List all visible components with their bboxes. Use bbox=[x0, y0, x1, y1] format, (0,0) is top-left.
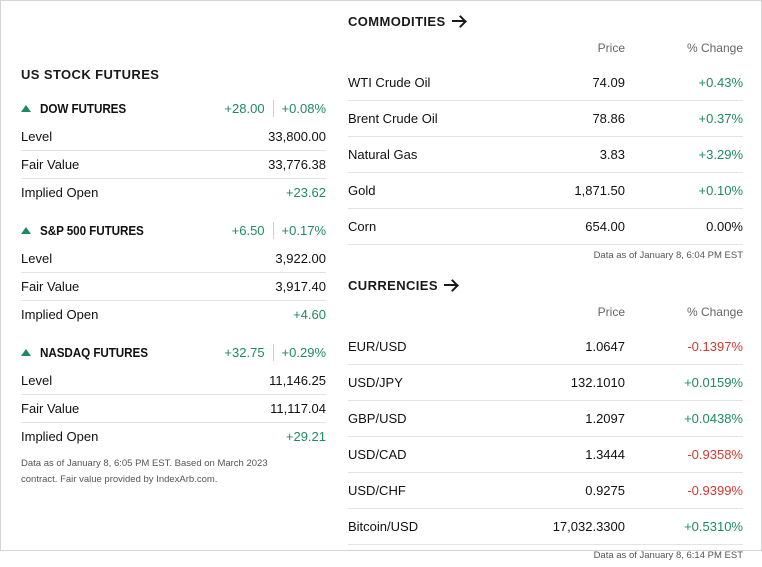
row-label: Fair Value bbox=[21, 279, 80, 294]
footnote-line: contract. Fair value provided by IndexArb.com. bbox=[21, 474, 218, 485]
futures-change-points: +6.50 bbox=[231, 222, 265, 238]
currency-price: 132.1010 bbox=[570, 375, 625, 390]
currencies-timestamp: Data as of January 8, 6:14 PM EST bbox=[593, 550, 743, 561]
implied-open-value: +29.21 bbox=[285, 429, 326, 444]
row-label: Implied Open bbox=[21, 429, 99, 444]
futures-change-percent: +0.08% bbox=[281, 100, 326, 116]
column-header-change: % Change bbox=[686, 305, 743, 319]
currency-price: 1.0647 bbox=[585, 339, 625, 354]
table-row[interactable] bbox=[348, 329, 743, 365]
level-value: 11,146.25 bbox=[269, 373, 326, 388]
currency-change: +0.5310% bbox=[684, 519, 743, 534]
futures-header-nasdaq[interactable] bbox=[21, 342, 326, 362]
table-row[interactable] bbox=[348, 365, 743, 401]
divider bbox=[273, 344, 274, 361]
currency-price: 0.9275 bbox=[585, 483, 625, 498]
commodity-change: +0.43% bbox=[698, 75, 743, 90]
commodity-name: Natural Gas bbox=[348, 147, 418, 162]
table-row[interactable] bbox=[348, 509, 743, 545]
row-label: Fair Value bbox=[21, 157, 80, 172]
row-label: Implied Open bbox=[21, 185, 99, 200]
table-row[interactable] bbox=[348, 437, 743, 473]
fair-value: 33,776.38 bbox=[268, 157, 326, 172]
commodities-timestamp: Data as of January 8, 6:04 PM EST bbox=[593, 250, 743, 261]
futures-name: NASDAQ FUTURES bbox=[40, 344, 148, 360]
futures-name: S&P 500 FUTURES bbox=[40, 222, 144, 238]
currency-price: 17,032.3300 bbox=[552, 519, 625, 534]
futures-header-sp500[interactable] bbox=[21, 220, 326, 240]
currencies-title: CURRENCIES bbox=[348, 277, 438, 293]
currency-pair: USD/CAD bbox=[348, 447, 407, 462]
commodity-change: 0.00% bbox=[706, 219, 743, 234]
row-label: Fair Value bbox=[21, 401, 80, 416]
futures-change-points: +28.00 bbox=[224, 100, 265, 116]
commodity-change: +0.37% bbox=[698, 111, 743, 126]
up-arrow-icon bbox=[21, 227, 31, 234]
currency-price: 1.2097 bbox=[585, 411, 625, 426]
divider bbox=[273, 100, 274, 117]
column-header-price: Price bbox=[597, 41, 625, 55]
table-row bbox=[21, 423, 326, 450]
table-row bbox=[21, 123, 326, 151]
arrow-right-icon bbox=[452, 16, 466, 26]
futures-change-points: +32.75 bbox=[224, 344, 265, 360]
commodity-name: Corn bbox=[348, 219, 377, 234]
futures-title: US STOCK FUTURES bbox=[21, 67, 160, 82]
currency-change: -0.9399% bbox=[687, 483, 743, 498]
table-row[interactable] bbox=[348, 101, 743, 137]
commodity-price: 1,871.50 bbox=[574, 183, 625, 198]
fair-value: 3,917.40 bbox=[275, 279, 326, 294]
currency-pair: EUR/USD bbox=[348, 339, 407, 354]
commodity-change: +0.10% bbox=[698, 183, 743, 198]
futures-change bbox=[224, 100, 326, 117]
futures-change bbox=[224, 344, 326, 361]
commodity-change: +3.29% bbox=[698, 147, 743, 162]
row-label: Level bbox=[21, 251, 53, 266]
currency-pair: USD/CHF bbox=[348, 483, 406, 498]
table-row bbox=[21, 179, 326, 206]
commodity-price: 74.09 bbox=[592, 75, 625, 90]
up-arrow-icon bbox=[21, 105, 31, 112]
currencies-table bbox=[348, 329, 743, 545]
currency-change: +0.0159% bbox=[684, 375, 743, 390]
commodity-price: 654.00 bbox=[585, 219, 625, 234]
fair-value: 11,117.04 bbox=[270, 401, 326, 416]
table-row bbox=[21, 245, 326, 273]
currency-pair: Bitcoin/USD bbox=[348, 519, 419, 534]
commodities-table bbox=[348, 65, 743, 245]
futures-footnote bbox=[21, 456, 326, 488]
footnote-line: Data as of January 8, 6:05 PM EST. Based on March 2023 bbox=[21, 458, 268, 469]
up-arrow-icon bbox=[21, 349, 31, 356]
implied-open-value: +4.60 bbox=[293, 307, 326, 322]
table-row bbox=[21, 273, 326, 301]
futures-change-percent: +0.29% bbox=[281, 344, 326, 360]
column-header-change: % Change bbox=[686, 41, 743, 55]
level-value: 33,800.00 bbox=[268, 129, 326, 144]
row-label: Level bbox=[21, 129, 53, 144]
currency-pair: USD/JPY bbox=[348, 375, 403, 390]
table-row[interactable] bbox=[348, 209, 743, 245]
futures-panel bbox=[21, 67, 326, 488]
commodities-header-link[interactable] bbox=[348, 11, 743, 31]
currency-change: +0.0438% bbox=[684, 411, 743, 426]
futures-table-dow bbox=[21, 123, 326, 206]
commodity-name: Gold bbox=[348, 183, 376, 198]
commodity-price: 78.86 bbox=[592, 111, 625, 126]
commodity-price: 3.83 bbox=[599, 147, 625, 162]
commodity-name: Brent Crude Oil bbox=[348, 111, 438, 126]
markets-panel bbox=[348, 11, 743, 567]
commodities-title: COMMODITIES bbox=[348, 13, 446, 29]
currencies-header-link[interactable] bbox=[348, 275, 743, 295]
currency-change: -0.9358% bbox=[687, 447, 743, 462]
futures-name: DOW FUTURES bbox=[40, 100, 127, 116]
commodity-name: WTI Crude Oil bbox=[348, 75, 431, 90]
futures-change-percent: +0.17% bbox=[281, 222, 326, 238]
table-row[interactable] bbox=[348, 65, 743, 101]
table-row[interactable] bbox=[348, 173, 743, 209]
level-value: 3,922.00 bbox=[275, 251, 326, 266]
table-row[interactable] bbox=[348, 473, 743, 509]
currency-price: 1.3444 bbox=[585, 447, 625, 462]
commodities-column-headers bbox=[348, 31, 743, 65]
table-row[interactable] bbox=[348, 401, 743, 437]
divider bbox=[273, 222, 274, 239]
implied-open-value: +23.62 bbox=[285, 185, 326, 200]
row-label: Implied Open bbox=[21, 307, 99, 322]
currency-change: -0.1397% bbox=[687, 339, 743, 354]
currencies-column-headers bbox=[348, 295, 743, 329]
table-row bbox=[21, 301, 326, 328]
table-row bbox=[21, 395, 326, 423]
futures-change bbox=[232, 222, 326, 239]
futures-table-sp500 bbox=[21, 245, 326, 328]
column-header-price: Price bbox=[597, 305, 625, 319]
futures-table-nasdaq bbox=[21, 367, 326, 450]
arrow-right-icon bbox=[444, 280, 458, 290]
table-row bbox=[21, 367, 326, 395]
futures-header-dow[interactable] bbox=[21, 98, 326, 118]
currency-pair: GBP/USD bbox=[348, 411, 407, 426]
table-row[interactable] bbox=[348, 137, 743, 173]
table-row bbox=[21, 151, 326, 179]
row-label: Level bbox=[21, 373, 53, 388]
